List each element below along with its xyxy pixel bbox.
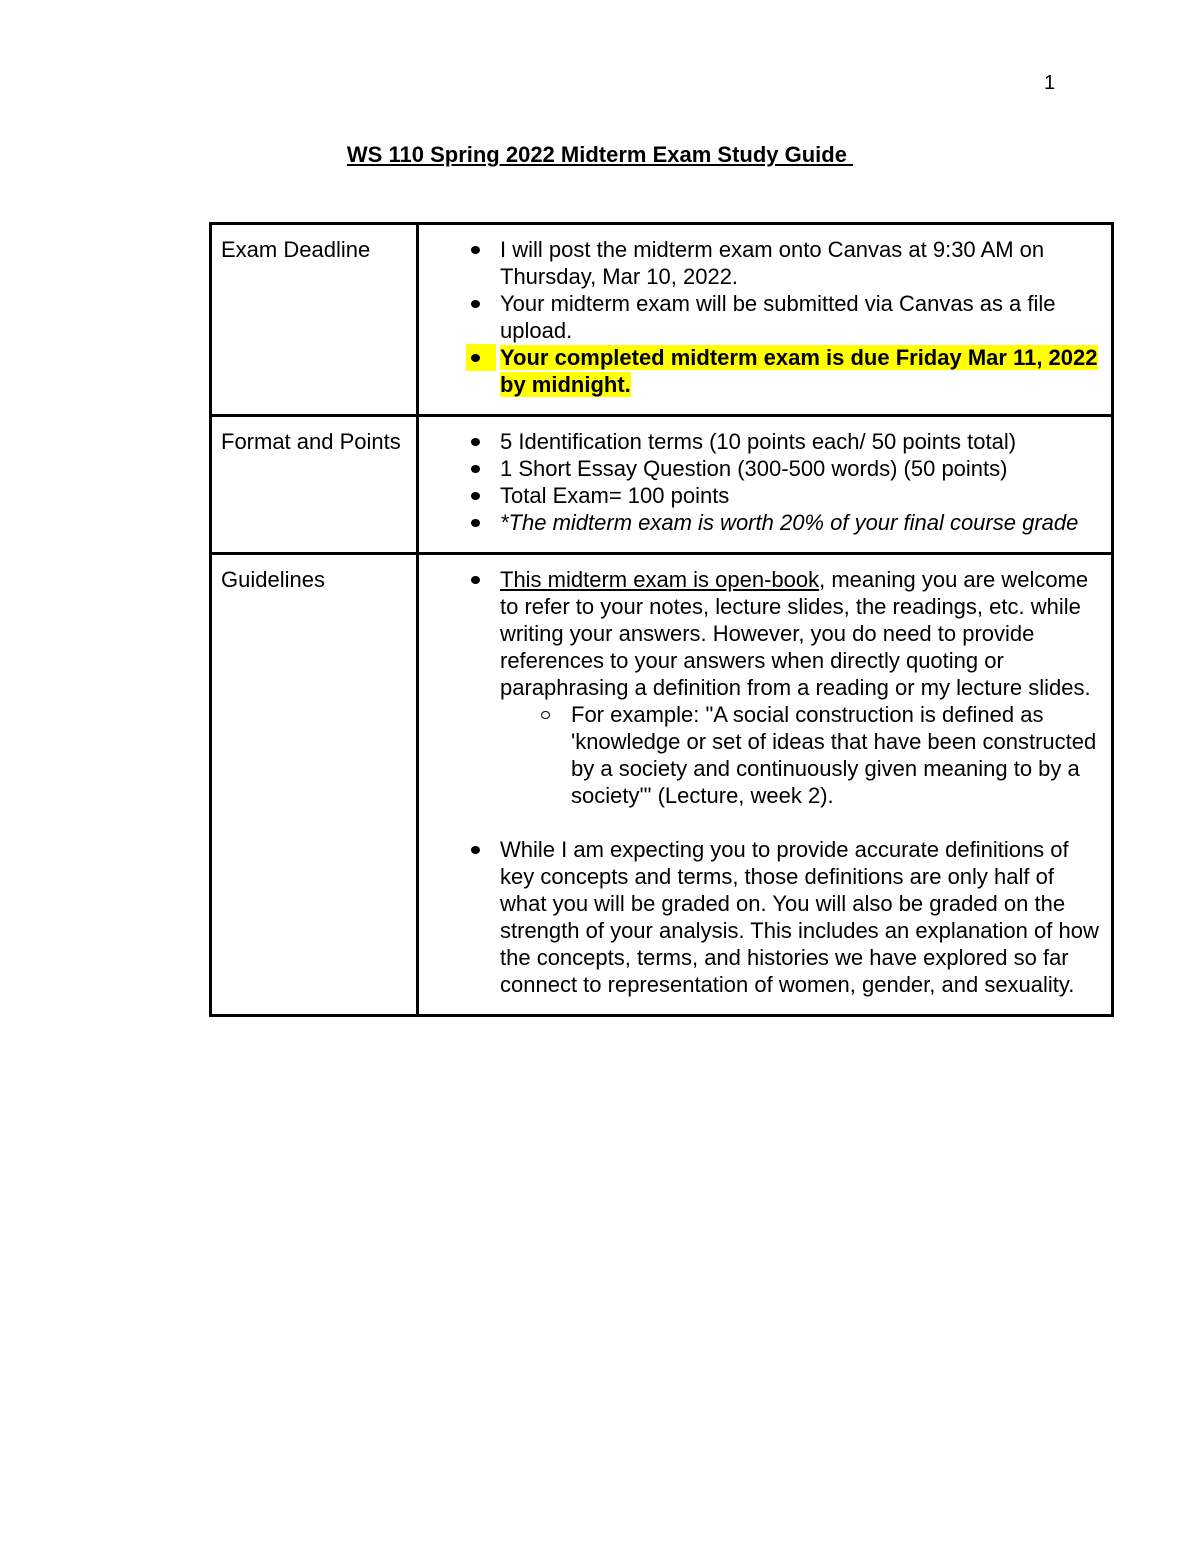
bullet-list xyxy=(428,428,1102,536)
row-content-exam-deadline xyxy=(418,224,1113,416)
sub-bullet-list xyxy=(500,701,1102,809)
table-row-format-and-points xyxy=(211,416,1113,554)
table-row-guidelines xyxy=(211,554,1113,1016)
list-item: 1 Short Essay Question (300-500 words) (50 points) xyxy=(428,455,1102,482)
row-label-guidelines: Guidelines xyxy=(211,554,418,1016)
open-book-text: This midterm exam is open-book xyxy=(500,567,820,592)
row-label-exam-deadline: Exam Deadline xyxy=(211,224,418,416)
row-label-format-and-points: Format and Points xyxy=(211,416,418,554)
table-row-exam-deadline xyxy=(211,224,1113,416)
list-item-open-book xyxy=(428,566,1102,836)
list-item: I will post the midterm exam onto Canvas at 9:30 AM on Thursday, Mar 10, 2022. xyxy=(428,236,1102,290)
list-item-grade-weight: *The midterm exam is worth 20% of your final course grade xyxy=(428,509,1102,536)
open-book-detail: , meaning you are welcome to refer to your notes, lecture slides, the readings, etc. while writing your answers. However, you do need to provide references to your answers when directly quoting or paraphrasing a definition from a reading or my lecture slides. xyxy=(500,567,1091,700)
list-item: Your midterm exam will be submitted via Canvas as a file upload. xyxy=(428,290,1102,344)
list-item-grading: While I am expecting you to provide accurate definitions of key concepts and terms, those definitions are only half of what you will be graded on. You will also be graded on the strength of your analysis. This includes an explanation of how the concepts, terms, and histories we have explored so far connect to representation of women, gender, and sexuality. xyxy=(428,836,1102,998)
due-date-text: Your completed midterm exam is due Friday Mar 11, 2022 by midnight. xyxy=(500,345,1098,397)
bullet-list xyxy=(428,566,1102,998)
study-guide-table xyxy=(209,222,1114,1017)
list-item-due-date xyxy=(428,344,1102,398)
list-item: 5 Identification terms (10 points each/ 50 points total) xyxy=(428,428,1102,455)
bullet-list xyxy=(428,236,1102,398)
row-content-format-and-points xyxy=(418,416,1113,554)
highlight-marker xyxy=(466,344,496,371)
page-title: WS 110 Spring 2022 Midterm Exam Study Guide xyxy=(346,142,854,167)
spacer xyxy=(500,809,1102,836)
row-content-guidelines xyxy=(418,554,1113,1016)
list-item: Total Exam= 100 points xyxy=(428,482,1102,509)
sub-list-item-example: For example: "A social construction is defined as 'knowledge or set of ideas that have been constructed by a society and continuously given meaning to by a society'" (Lecture, week 2). xyxy=(500,701,1102,809)
page-number: 1 xyxy=(1044,72,1056,94)
